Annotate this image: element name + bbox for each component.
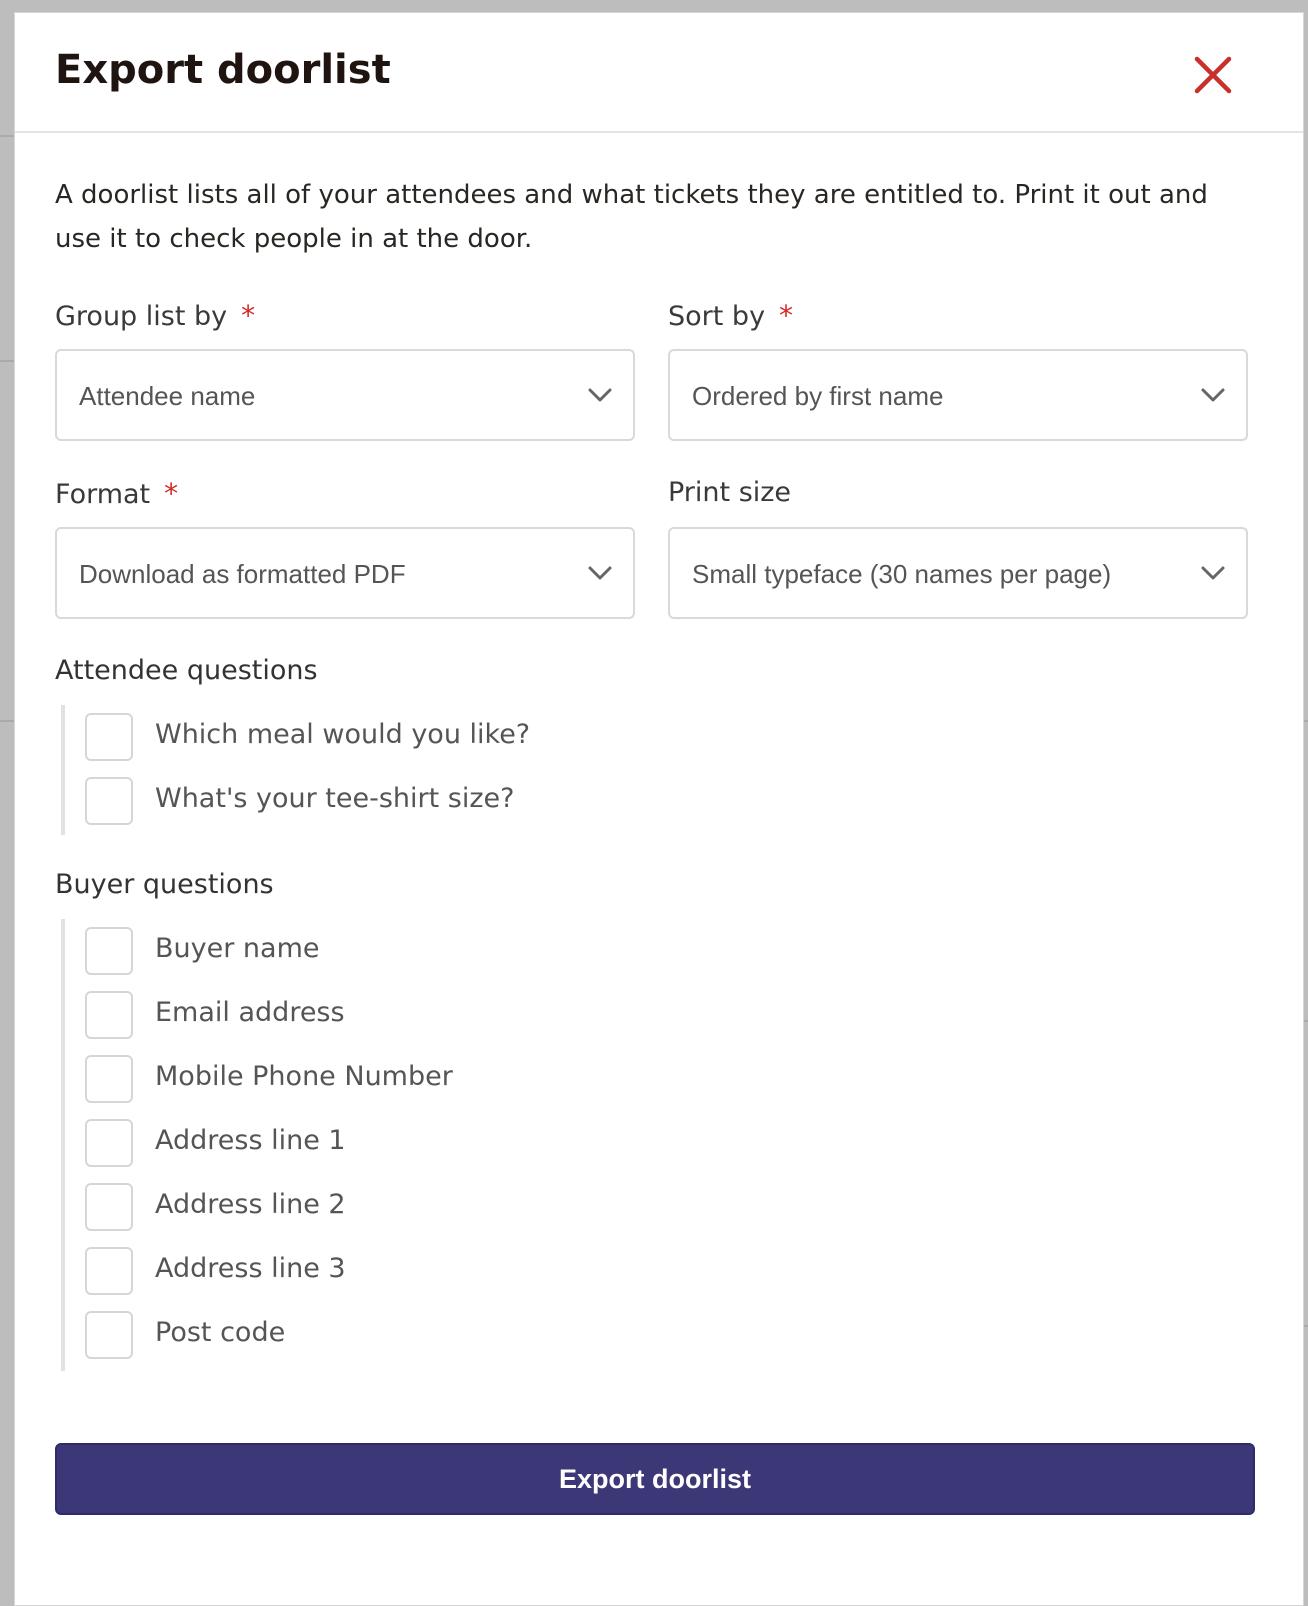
format-label [55,477,178,510]
chevron-down-icon [587,563,613,583]
buyer-question-checkbox[interactable] [85,1119,133,1167]
export-doorlist-button[interactable]: Export doorlist [55,1443,1255,1515]
background-divider [0,720,14,722]
attendee-question-checkbox[interactable] [85,777,133,825]
sort-by-label [668,299,793,332]
attendee-questions-group [61,705,661,835]
close-x-icon [1193,55,1233,95]
attendee-questions-title: Attendee questions [55,655,318,686]
background-divider [0,360,14,362]
buyer-question-label[interactable]: Address line 3 [155,1253,346,1284]
print-size-value: Small typeface (30 names per page) [692,559,1112,589]
print-size-label [668,477,791,508]
attendee-question-label[interactable]: What's your tee-shirt size? [155,783,515,814]
format-select[interactable] [55,527,635,619]
buyer-question-label[interactable]: Address line 2 [155,1189,346,1220]
export-doorlist-modal [14,12,1304,1606]
buyer-question-checkbox[interactable] [85,1311,133,1359]
chevron-down-icon [1200,563,1226,583]
sort-by-label-text: Sort by [668,301,766,332]
modal-header [15,13,1303,133]
intro-text: A doorlist lists all of your attendees and what tickets they are entitled to. Print it out and use it to check people in at the door. [55,180,1208,254]
format-value: Download as formatted PDF [79,559,406,589]
modal-body [55,173,1255,261]
attendee-question-label[interactable]: Which meal would you like? [155,719,531,750]
buyer-questions-title: Buyer questions [55,869,274,900]
buyer-question-label[interactable]: Email address [155,997,345,1028]
buyer-question-checkbox[interactable] [85,991,133,1039]
background-divider [0,135,14,137]
chevron-down-icon [587,385,613,405]
group-by-select[interactable] [55,349,635,441]
format-label-text: Format [55,479,151,510]
attendee-question-checkbox[interactable] [85,713,133,761]
required-mark: * [241,299,256,332]
close-button[interactable] [1193,55,1233,95]
required-mark: * [164,477,179,510]
buyer-question-checkbox[interactable] [85,1183,133,1231]
buyer-question-checkbox[interactable] [85,1055,133,1103]
buyer-question-label[interactable]: Address line 1 [155,1125,346,1156]
group-by-value: Attendee name [79,381,256,411]
chevron-down-icon [1200,385,1226,405]
modal-title: Export doorlist [55,47,391,93]
buyer-question-checkbox[interactable] [85,927,133,975]
sort-by-value: Ordered by first name [692,381,944,411]
buyer-question-label[interactable]: Mobile Phone Number [155,1061,453,1092]
buyer-question-label[interactable]: Post code [155,1317,286,1348]
group-by-label-text: Group list by [55,301,228,332]
buyer-question-checkbox[interactable] [85,1247,133,1295]
buyer-questions-group [61,919,661,1371]
print-size-select[interactable] [668,527,1248,619]
group-by-label [55,299,255,332]
buyer-question-label[interactable]: Buyer name [155,933,320,964]
required-mark: * [779,299,794,332]
sort-by-select[interactable] [668,349,1248,441]
print-size-label-text: Print size [668,477,792,508]
